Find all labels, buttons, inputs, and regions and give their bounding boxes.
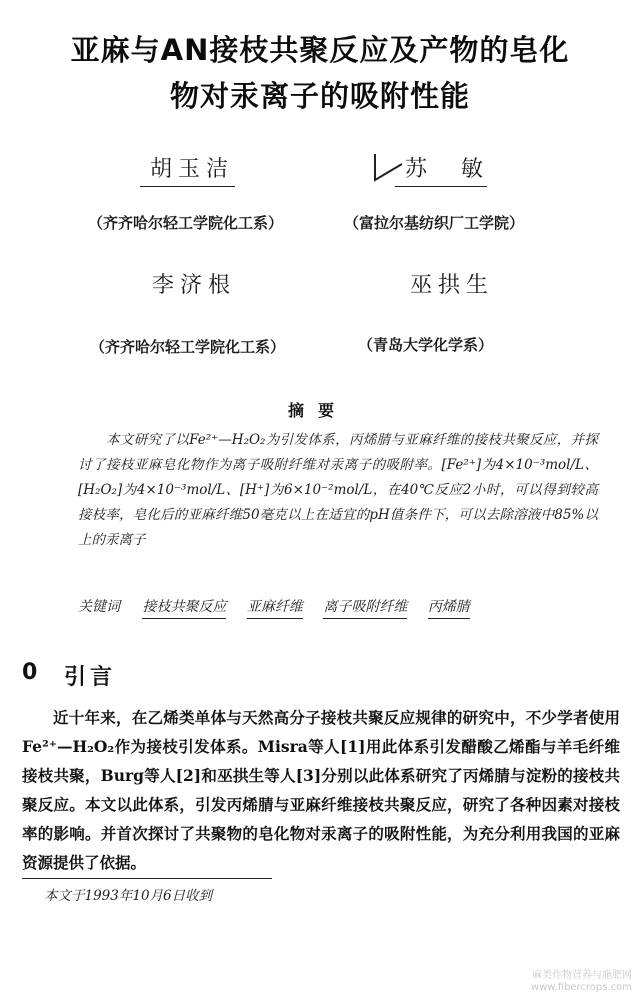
author-affiliation-1: （齐齐哈尔轻工学院化工系） [88,214,284,232]
keyword-term-3: 离子吸附纤维 [323,596,407,619]
keyword-term-1: 接枝共聚反应 [142,596,226,619]
keywords-row [78,596,598,619]
author-affiliation-2: （富拉尔基纺织厂工学院） [344,214,525,232]
keyword-term-2: 亚麻纤维 [247,596,303,619]
paper-title-line-1: 亚麻与AN接枝共聚反应及产物的皂化 [70,33,570,67]
intro-paragraph [22,703,620,877]
intro-text: 近十年来，在乙烯类单体与天然高分子接枝共聚反应规律的研究中，不少学者使用Fe²⁺—H₂O₂作为接枝引发体系。Misra等人[1]用此体系引发醋酸乙烯酯与羊毛纤维接枝共聚，Burg等人[2]和巫拱生等人[3]分别以此体系研究了丙烯腈与淀粉的接枝共聚反应。本文以此体系，引发丙烯腈与亚麻纤维接枝共聚反应，研究了各种因素对接枝率的影响。并首次探讨了共聚物的皂化物对汞离子的吸附性能，为充分利用我国的亚麻资源提供了依据。 [22,708,620,872]
paper-title-line-2: 物对汞离子的吸附性能 [169,79,470,113]
author-name-2: 苏 敏 [405,157,490,182]
watermark-line-2: www.fibercrops.com [530,982,632,993]
author-affiliation-3: （齐齐哈尔轻工学院化工系） [90,338,286,356]
watermark-line-1: 麻类作物营养与施肥网 [532,970,632,981]
abstract-text: 本文研究了以Fe²⁺—H₂O₂为引发体系，丙烯腈与亚麻纤维的接枝共聚反应，并探讨了接枝亚麻皂化物作为离子吸附纤维对汞离子的吸附率。[Fe²⁺]为4×10⁻³mol/L、[H₂O₂]为4×10⁻³mol/L、[H⁺]为6×10⁻²mol/L，在40℃反应2小时，可以得到较高接枝率，皂化后的亚麻纤维50毫克以上在适宜的pH值条件下，可以去除溶液中85%以上的汞离子 [78,432,598,548]
keyword-term-4: 丙烯腈 [428,596,470,619]
author-name-4: 巫拱生 [410,273,495,298]
section-number: 0 [22,660,38,685]
author-name-3: 李济根 [152,273,237,298]
footnote-divider [22,878,272,879]
author-affiliation-4: （青岛大学化学系） [358,336,494,354]
footnote-text: 本文于1993年10月6日收到 [44,888,213,904]
pen-check-mark [372,150,392,180]
section-title: 引言 [64,665,117,690]
author-name-1: 胡玉洁 [150,157,235,182]
author-underline-1 [140,186,235,187]
abstract-heading: 摘要 [288,401,349,420]
author-underline-2 [395,186,487,187]
watermark [531,970,632,994]
keywords-label: 关键词 [78,599,120,615]
